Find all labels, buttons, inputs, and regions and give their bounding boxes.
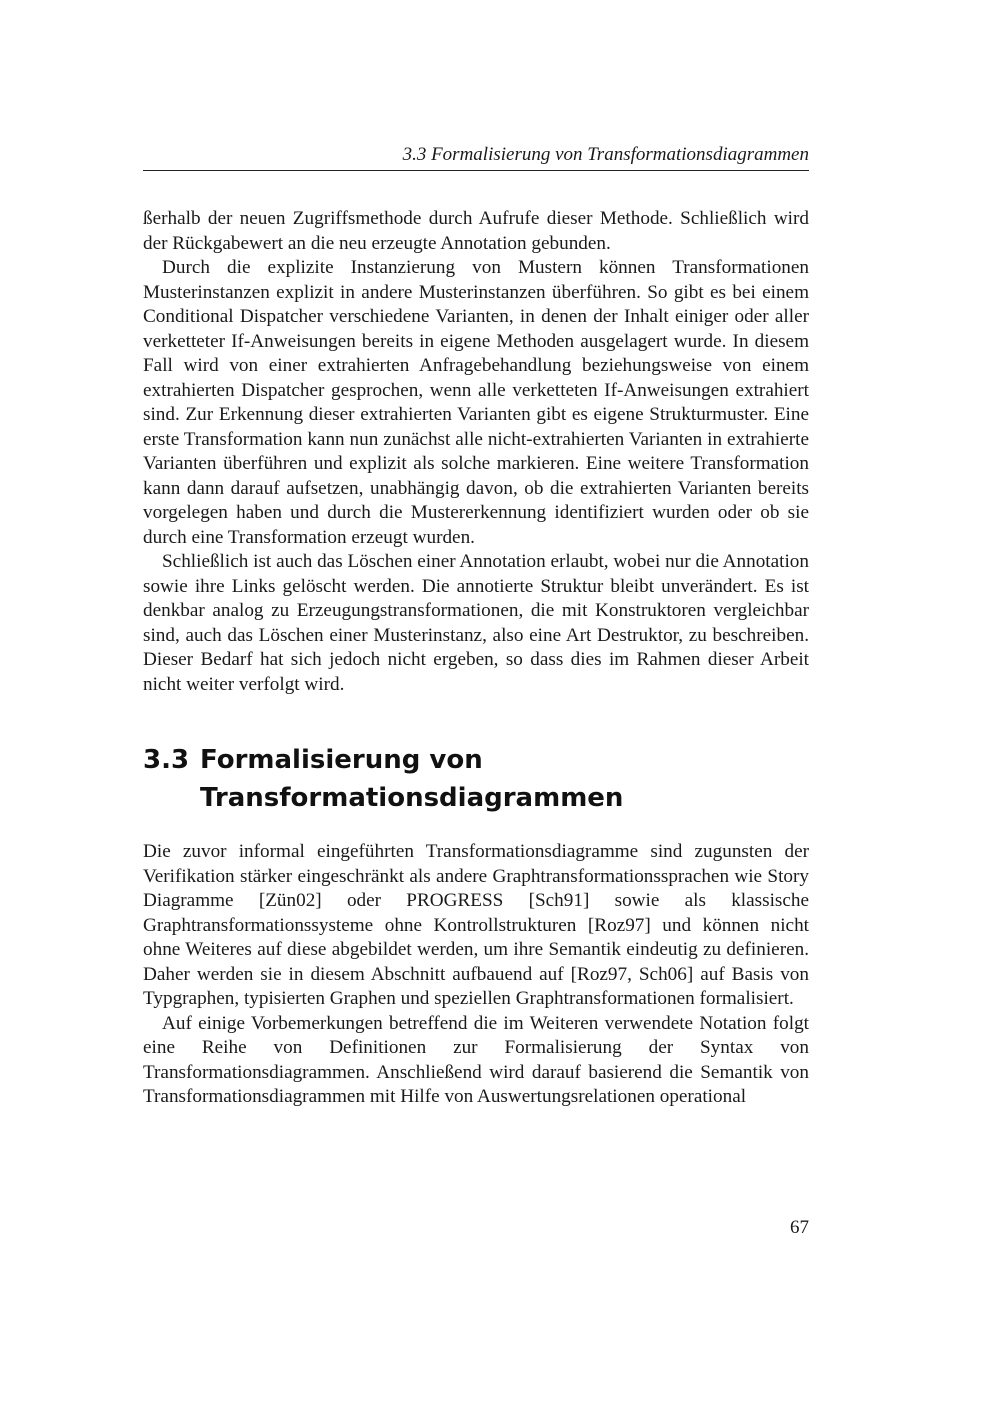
page-number: 67	[790, 1217, 809, 1238]
section-title	[200, 741, 809, 817]
section-title-line-2: Transformationsdiagrammen	[200, 783, 624, 813]
running-header: 3.3 Formalisierung von Transformationsdiagrammen	[143, 144, 809, 171]
paragraph-annotation-deletion: Schließlich ist auch das Löschen einer Annotation erlaubt, wobei nur die Annotation sowie ihre Links gelöscht werden. Die annotierte Struktur bleibt unverändert. Es ist denkbar analog zu Erzeugungstransformationen, die mit Konstruktoren vergleichbar sind, auch das Löschen einer Musterinstanz, also eine Art Destruktor, zu beschreiben. Dieser Bedarf hat sich jedoch nicht ergeben, so dass dies im Rahmen dieser Arbeit nicht weiter verfolgt wird.	[143, 551, 809, 695]
section-heading	[143, 741, 809, 817]
paragraph-notation-overview: Auf einige Vorbemerkungen betreffend die im Weiteren verwendete Notation folgt eine Reihe von Definitionen zur Formalisierung der Syntax von Transformationsdiagrammen. Anschließend wird darauf basierend die Semantik von Transformationsdiagrammen mit Hilfe von Auswertungsrelationen operational	[143, 1012, 809, 1107]
main-content	[143, 207, 809, 1110]
section-number: 3.3	[143, 745, 190, 775]
section-body	[143, 840, 809, 1110]
paragraph-continuation: ßerhalb der neuen Zugriffsmethode durch Aufrufe dieser Methode. Schließlich wird der Rückgabewert an die neu erzeugte Annotation gebunden.	[143, 208, 809, 254]
paragraph-pattern-instantiation: Durch die explizite Instanzierung von Mustern können Transformationen Musterinstanzen explizit in andere Musterinstanzen überführen. So gibt es bei einem Conditional Dispatcher verschiedene Varianten, in denen der Inhalt einiger oder aller verketteter If-Anweisungen bereits in eigene Methoden ausgelagert wurde. In diesem Fall wird von einer extrahierten Anfragebehandlung beziehungsweise von einem extrahierten Dispatcher gesprochen, wenn alle verketteten If-Anweisungen extrahiert sind. Zur Erkennung dieser extrahierten Varianten gibt es eigene Strukturmuster. Eine erste Transformation kann nun zunächst alle nicht-extrahierten Varianten in extrahierte Varianten überführen und explizit als solche markieren. Eine weitere Transformation kann dann darauf aufsetzen, unabhängig davon, ob die extrahierten Varianten bereits vorgelegen haben und durch die Mustererkennung identifiziert wurden oder ob sie durch eine Transformation erzeugt wurden.	[143, 257, 809, 548]
section-title-line-1: Formalisierung von	[200, 745, 483, 775]
paragraph-section-intro: Die zuvor informal eingeführten Transformationsdiagramme sind zugunsten der Verifikation stärker eingeschränkt als andere Graphtransformationssprachen wie Story Diagramme [Zün02] oder PROGRESS [Sch91] sowie als klassische Graphtransformationssysteme ohne Kontrollstrukturen [Roz97] und können nicht ohne Weiteres auf diese abgebildet werden, um ihre Semantik eindeutig zu definieren. Daher werden sie in diesem Abschnitt aufbauend auf [Roz97, Sch06] auf Basis von Typgraphen, typisierten Graphen und speziellen Graphtransformationen formalisiert.	[143, 841, 809, 1009]
